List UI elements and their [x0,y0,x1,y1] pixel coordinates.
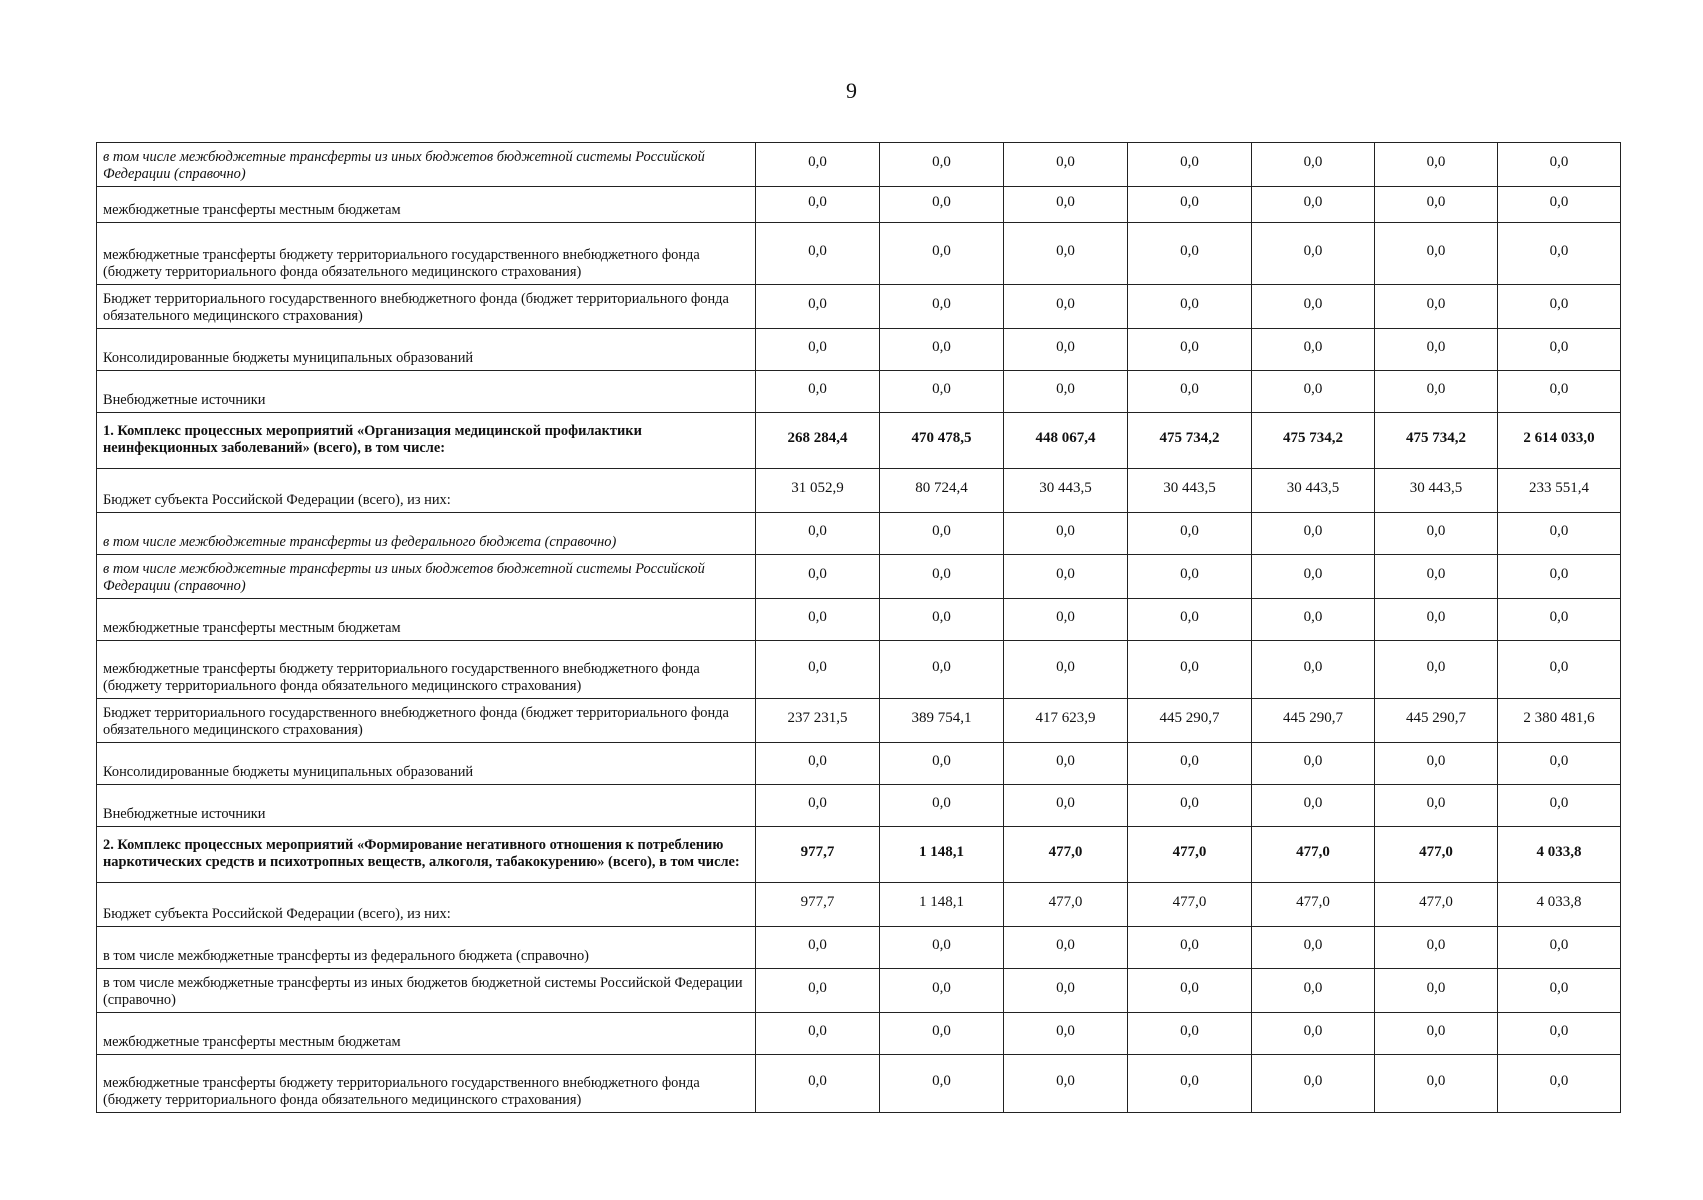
value-cell: 470 478,5 [880,413,1004,469]
value-cell: 0,0 [880,223,1004,285]
value-cell: 0,0 [1004,599,1128,641]
value-cell: 0,0 [880,743,1004,785]
value-cell: 0,0 [1375,1013,1498,1055]
value-cell: 0,0 [1128,969,1252,1013]
value-cell: 0,0 [1128,599,1252,641]
table-row [97,187,1621,223]
value-cell: 477,0 [1128,883,1252,927]
value-cell: 0,0 [756,1013,880,1055]
table-row [97,285,1621,329]
value-cell: 0,0 [1252,187,1375,223]
value-cell: 0,0 [880,513,1004,555]
value-cell: 0,0 [1004,223,1128,285]
value-cell: 0,0 [1128,555,1252,599]
value-cell: 0,0 [1252,1013,1375,1055]
value-cell: 1 148,1 [880,827,1004,883]
table-row [97,743,1621,785]
value-cell: 0,0 [1004,329,1128,371]
budget-table-body [97,143,1621,1113]
value-cell: 0,0 [1128,143,1252,187]
table-row [97,699,1621,743]
value-cell: 477,0 [1128,827,1252,883]
value-cell: 0,0 [1498,1055,1621,1113]
value-cell: 0,0 [1375,743,1498,785]
value-cell: 0,0 [1128,371,1252,413]
value-cell: 0,0 [1252,785,1375,827]
value-cell: 0,0 [1128,927,1252,969]
value-cell: 389 754,1 [880,699,1004,743]
value-cell: 0,0 [1498,599,1621,641]
table-row [97,223,1621,285]
value-cell: 0,0 [1004,927,1128,969]
value-cell: 0,0 [1498,641,1621,699]
value-cell: 0,0 [1252,371,1375,413]
value-cell: 0,0 [880,641,1004,699]
value-cell: 80 724,4 [880,469,1004,513]
value-cell: 0,0 [1498,555,1621,599]
value-cell: 0,0 [1252,513,1375,555]
row-label: Консолидированные бюджеты муниципальных образований [97,743,756,785]
value-cell: 0,0 [1375,329,1498,371]
value-cell: 0,0 [756,223,880,285]
table-row [97,641,1621,699]
value-cell: 233 551,4 [1498,469,1621,513]
value-cell: 0,0 [1375,785,1498,827]
value-cell: 0,0 [1375,143,1498,187]
value-cell: 30 443,5 [1004,469,1128,513]
value-cell: 0,0 [1252,223,1375,285]
value-cell: 445 290,7 [1252,699,1375,743]
value-cell: 0,0 [1128,743,1252,785]
value-cell: 0,0 [1004,513,1128,555]
value-cell: 0,0 [880,785,1004,827]
table-row [97,785,1621,827]
value-cell: 0,0 [1004,641,1128,699]
value-cell: 477,0 [1004,827,1128,883]
value-cell: 0,0 [880,329,1004,371]
table-row [97,329,1621,371]
value-cell: 31 052,9 [756,469,880,513]
value-cell: 477,0 [1375,827,1498,883]
table-row [97,143,1621,187]
value-cell: 0,0 [1252,927,1375,969]
value-cell: 0,0 [1252,143,1375,187]
value-cell: 448 067,4 [1004,413,1128,469]
value-cell: 0,0 [1498,1013,1621,1055]
value-cell: 477,0 [1252,883,1375,927]
value-cell: 0,0 [1498,223,1621,285]
value-cell: 2 380 481,6 [1498,699,1621,743]
value-cell: 475 734,2 [1252,413,1375,469]
table-row [97,969,1621,1013]
value-cell: 0,0 [756,969,880,1013]
value-cell: 477,0 [1004,883,1128,927]
table-row [97,371,1621,413]
value-cell: 0,0 [1375,927,1498,969]
value-cell: 475 734,2 [1375,413,1498,469]
value-cell: 0,0 [1375,513,1498,555]
value-cell: 0,0 [880,143,1004,187]
value-cell: 0,0 [1498,285,1621,329]
value-cell: 0,0 [1498,927,1621,969]
value-cell: 0,0 [1004,1013,1128,1055]
value-cell: 0,0 [1498,329,1621,371]
table-row [97,555,1621,599]
value-cell: 0,0 [880,555,1004,599]
value-cell: 0,0 [1498,785,1621,827]
value-cell: 475 734,2 [1128,413,1252,469]
value-cell: 0,0 [1128,641,1252,699]
value-cell: 0,0 [1128,285,1252,329]
value-cell: 0,0 [1375,555,1498,599]
table-row [97,599,1621,641]
value-cell: 0,0 [1128,513,1252,555]
value-cell: 0,0 [1252,599,1375,641]
row-label: в том числе межбюджетные трансферты из иных бюджетов бюджетной системы Российской Федерации (справочно) [97,143,756,187]
value-cell: 30 443,5 [1375,469,1498,513]
value-cell: 0,0 [1252,641,1375,699]
row-label: Бюджет территориального государственного внебюджетного фонда (бюджет территориального фонда обязательного медицинского страхования) [97,285,756,329]
row-label: 2. Комплекс процессных мероприятий «Формирование негативного отношения к потреблению наркотических средств и психотропных веществ, алкоголя, табакокурению» (всего), в том числе: [97,827,756,883]
row-label: в том числе межбюджетные трансферты из иных бюджетов бюджетной системы Российской Федерации (справочно) [97,555,756,599]
value-cell: 0,0 [1128,785,1252,827]
value-cell: 0,0 [1004,969,1128,1013]
value-cell: 0,0 [880,187,1004,223]
table-row [97,1055,1621,1113]
table-row [97,827,1621,883]
value-cell: 0,0 [1128,1013,1252,1055]
value-cell: 0,0 [1004,285,1128,329]
value-cell: 0,0 [756,555,880,599]
value-cell: 0,0 [756,927,880,969]
value-cell: 0,0 [756,785,880,827]
value-cell: 0,0 [756,329,880,371]
value-cell: 268 284,4 [756,413,880,469]
value-cell: 0,0 [1004,1055,1128,1113]
value-cell: 977,7 [756,827,880,883]
value-cell: 30 443,5 [1128,469,1252,513]
row-label: межбюджетные трансферты бюджету территориального государственного внебюджетного фонда (бюджету территориального фонда обязательного медицинского страхования) [97,641,756,699]
value-cell: 0,0 [756,641,880,699]
value-cell: 0,0 [1252,1055,1375,1113]
table-row [97,413,1621,469]
table-row [97,883,1621,927]
value-cell: 0,0 [880,969,1004,1013]
value-cell: 0,0 [756,187,880,223]
row-label: в том числе межбюджетные трансферты из федерального бюджета (справочно) [97,513,756,555]
value-cell: 0,0 [1375,641,1498,699]
value-cell: 0,0 [756,1055,880,1113]
value-cell: 0,0 [1498,371,1621,413]
value-cell: 0,0 [756,285,880,329]
row-label: в том числе межбюджетные трансферты из иных бюджетов бюджетной системы Российской Федерации (справочно) [97,969,756,1013]
value-cell: 0,0 [1375,285,1498,329]
value-cell: 0,0 [1004,143,1128,187]
table-row [97,513,1621,555]
value-cell: 0,0 [880,927,1004,969]
page-number: 9 [846,78,857,103]
value-cell: 0,0 [880,285,1004,329]
value-cell: 0,0 [1252,969,1375,1013]
value-cell: 0,0 [1004,785,1128,827]
row-label: Бюджет субъекта Российской Федерации (всего), из них: [97,883,756,927]
value-cell: 0,0 [1375,969,1498,1013]
row-label: межбюджетные трансферты местным бюджетам [97,599,756,641]
value-cell: 0,0 [880,371,1004,413]
value-cell: 445 290,7 [1375,699,1498,743]
row-label: в том числе межбюджетные трансферты из федерального бюджета (справочно) [97,927,756,969]
value-cell: 2 614 033,0 [1498,413,1621,469]
row-label: межбюджетные трансферты местным бюджетам [97,187,756,223]
value-cell: 0,0 [1128,329,1252,371]
value-cell: 0,0 [1498,743,1621,785]
value-cell: 0,0 [1375,1055,1498,1113]
value-cell: 0,0 [880,1055,1004,1113]
table-row [97,469,1621,513]
row-label: межбюджетные трансферты местным бюджетам [97,1013,756,1055]
value-cell: 0,0 [756,599,880,641]
table-row [97,1013,1621,1055]
value-cell: 977,7 [756,883,880,927]
value-cell: 0,0 [756,743,880,785]
value-cell: 0,0 [1004,555,1128,599]
budget-table [96,142,1621,1113]
value-cell: 0,0 [1252,285,1375,329]
row-label: Внебюджетные источники [97,785,756,827]
row-label: Консолидированные бюджеты муниципальных образований [97,329,756,371]
row-label: межбюджетные трансферты бюджету территориального государственного внебюджетного фонда (бюджету территориального фонда обязательного медицинского страхования) [97,223,756,285]
value-cell: 0,0 [1004,371,1128,413]
row-label: Бюджет субъекта Российской Федерации (всего), из них: [97,469,756,513]
value-cell: 0,0 [1375,187,1498,223]
value-cell: 0,0 [1252,555,1375,599]
value-cell: 0,0 [1375,371,1498,413]
value-cell: 0,0 [880,599,1004,641]
value-cell: 0,0 [1498,187,1621,223]
value-cell: 0,0 [1252,329,1375,371]
value-cell: 0,0 [1498,969,1621,1013]
value-cell: 0,0 [1128,223,1252,285]
value-cell: 0,0 [1375,599,1498,641]
value-cell: 417 623,9 [1004,699,1128,743]
value-cell: 0,0 [756,371,880,413]
value-cell: 477,0 [1375,883,1498,927]
value-cell: 1 148,1 [880,883,1004,927]
value-cell: 0,0 [1004,187,1128,223]
value-cell: 0,0 [1252,743,1375,785]
value-cell: 0,0 [1498,143,1621,187]
value-cell: 445 290,7 [1128,699,1252,743]
value-cell: 477,0 [1252,827,1375,883]
table-row [97,927,1621,969]
value-cell: 237 231,5 [756,699,880,743]
value-cell: 0,0 [1375,223,1498,285]
value-cell: 0,0 [1004,743,1128,785]
row-label: межбюджетные трансферты бюджету территориального государственного внебюджетного фонда (бюджету территориального фонда обязательного медицинского страхования) [97,1055,756,1113]
value-cell: 0,0 [1498,513,1621,555]
row-label: 1. Комплекс процессных мероприятий «Организация медицинской профилактики неинфекционных заболеваний» (всего), в том числе: [97,413,756,469]
row-label: Внебюджетные источники [97,371,756,413]
value-cell: 0,0 [880,1013,1004,1055]
value-cell: 0,0 [1128,187,1252,223]
value-cell: 0,0 [756,513,880,555]
value-cell: 0,0 [756,143,880,187]
row-label: Бюджет территориального государственного внебюджетного фонда (бюджет территориального фонда обязательного медицинского страхования) [97,699,756,743]
value-cell: 30 443,5 [1252,469,1375,513]
value-cell: 4 033,8 [1498,883,1621,927]
value-cell: 4 033,8 [1498,827,1621,883]
value-cell: 0,0 [1128,1055,1252,1113]
